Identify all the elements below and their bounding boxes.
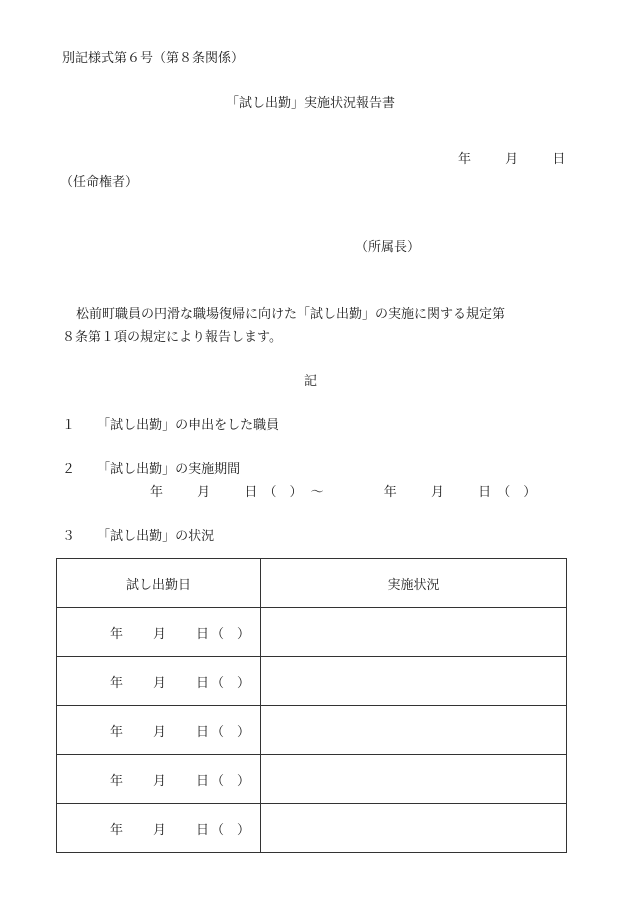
row-year: 年 xyxy=(109,724,123,740)
item-number: ２ xyxy=(62,462,76,477)
sender: （所属長） xyxy=(355,240,421,255)
period-start-year: 年 xyxy=(150,485,164,500)
item-label: 「試し出勤」の状況 xyxy=(97,529,215,544)
row-day: 日 xyxy=(195,822,209,838)
status-cell[interactable] xyxy=(261,706,567,755)
period-end-day: 日 xyxy=(478,485,492,500)
ki-heading: 記 xyxy=(304,374,318,389)
period-end-month: 月 xyxy=(430,485,444,500)
header-trial-date: 試し出勤日 xyxy=(57,559,261,608)
table-row xyxy=(57,706,567,755)
trial-date-cell xyxy=(57,706,261,755)
row-day: 日 xyxy=(195,626,209,642)
trial-date-cell xyxy=(57,608,261,657)
item-label: 「試し出勤」の申出をした職員 xyxy=(97,418,280,433)
row-year: 年 xyxy=(109,773,123,789)
body-text-line1: 松前町職員の円滑な職場復帰に向けた「試し出勤」の実施に関する規定第 xyxy=(76,307,506,322)
item-1 xyxy=(62,419,279,432)
date-day: 日 xyxy=(552,152,566,167)
status-cell[interactable] xyxy=(261,608,567,657)
row-year: 年 xyxy=(109,626,123,642)
item-number: ３ xyxy=(62,529,76,544)
row-month: 月 xyxy=(152,626,166,642)
body-text-line2: ８条第１項の規定により報告します。 xyxy=(62,330,282,345)
period-range xyxy=(150,486,536,499)
row-weekday: （ ） xyxy=(210,724,250,740)
row-weekday: （ ） xyxy=(210,822,250,838)
trial-date-cell xyxy=(57,755,261,804)
date-month: 月 xyxy=(505,152,519,167)
period-start-day: 日 xyxy=(244,485,258,500)
item-label: 「試し出勤」の実施期間 xyxy=(97,462,241,477)
row-month: 月 xyxy=(152,822,166,838)
period-end-year: 年 xyxy=(383,485,397,500)
row-year: 年 xyxy=(109,822,123,838)
period-end-weekday: （ ） xyxy=(497,485,537,500)
status-cell[interactable] xyxy=(261,804,567,853)
row-month: 月 xyxy=(152,675,166,691)
item-number: １ xyxy=(62,418,76,433)
date-year: 年 xyxy=(458,152,472,167)
addressee: （任命権者） xyxy=(60,175,139,190)
item-2 xyxy=(62,463,240,476)
status-table xyxy=(56,558,567,853)
header-status: 実施状況 xyxy=(261,559,567,608)
row-weekday: （ ） xyxy=(210,675,250,691)
form-label: 別記様式第６号（第８条関係） xyxy=(62,51,245,66)
table-row xyxy=(57,755,567,804)
report-date xyxy=(458,153,565,166)
status-cell[interactable] xyxy=(261,755,567,804)
row-year: 年 xyxy=(109,675,123,691)
row-day: 日 xyxy=(195,773,209,789)
trial-date-cell xyxy=(57,804,261,853)
row-day: 日 xyxy=(195,724,209,740)
period-tilde: ～ xyxy=(310,485,324,500)
table-row xyxy=(57,608,567,657)
row-month: 月 xyxy=(152,773,166,789)
period-start-month: 月 xyxy=(197,485,211,500)
table-row xyxy=(57,657,567,706)
row-weekday: （ ） xyxy=(210,626,250,642)
status-cell[interactable] xyxy=(261,657,567,706)
table-row xyxy=(57,804,567,853)
item-3 xyxy=(62,530,214,543)
trial-date-cell xyxy=(57,657,261,706)
page-title: 「試し出勤」実施状況報告書 xyxy=(226,96,396,111)
row-day: 日 xyxy=(195,675,209,691)
period-start-weekday: （ ） xyxy=(263,485,303,500)
row-month: 月 xyxy=(152,724,166,740)
table-header-row xyxy=(57,559,567,608)
row-weekday: （ ） xyxy=(210,773,250,789)
